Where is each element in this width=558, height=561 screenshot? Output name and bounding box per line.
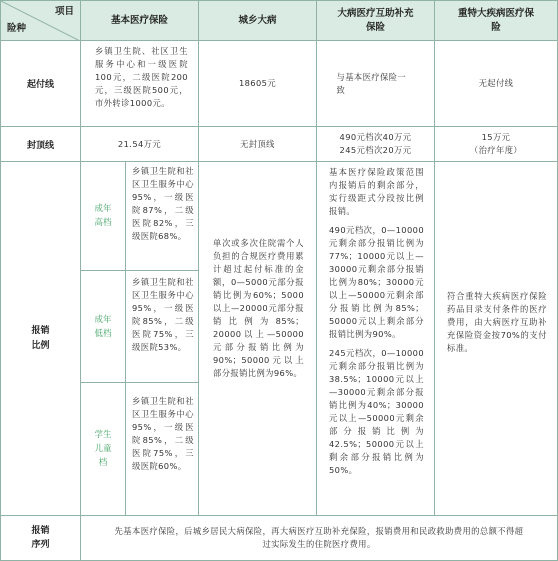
header-mutual-help: 大病医疗互助补充保险 bbox=[316, 0, 435, 41]
cap-urban-rural: 无封顶线 bbox=[198, 126, 317, 162]
ratio-urban-rural: 单次或多次住院需个人负担的合规医疗费用累计超过起付标准的金额，0—5000元部分报销比例为60%；5000以上—20000元部分报销比例为85%；20000以上—50000元部分报销比例为90%；50000元以上部分报销比例为96%。 bbox=[198, 161, 317, 516]
ratio-basic-student: 乡镇卫生院和社区卫生服务中心95%，一级医院85%，二级医院75%，三级医院60%。 bbox=[125, 382, 199, 516]
cap-major-disease: 15万元 （治疗年度） bbox=[434, 126, 558, 162]
ratio-sub-label-student: 学生 儿童 档 bbox=[80, 382, 126, 516]
row-label-order: 报销 序列 bbox=[0, 515, 81, 561]
header-corner-top: 项目 bbox=[54, 6, 74, 17]
ratio-basic-high: 乡镇卫生院和社区卫生服务中心95%，一级医院87%，二级医院82%，三级医院68%。 bbox=[125, 161, 199, 271]
row-label-deductible: 起付线 bbox=[0, 40, 81, 127]
cap-basic: 21.54万元 bbox=[80, 126, 199, 162]
cap-mutual-help: 490元档次40万元 245元档次20万元 bbox=[316, 126, 435, 162]
deductible-basic: 乡镇卫生院、社区卫生服务中心和一级医院100元，二级医院200元，三级医院500元，市外转诊1000元。 bbox=[80, 40, 199, 127]
ratio-sub-label-low: 成年 低档 bbox=[80, 270, 126, 383]
order-text: 先基本医疗保险，后城乡居民大病保险，再大病医疗互助补充保险，报销费用和民政救助费用的总额不得超过实际发生的住院医疗费用。 bbox=[80, 515, 558, 561]
deductible-major-disease: 无起付线 bbox=[434, 40, 558, 127]
header-corner-bottom: 险种 bbox=[7, 23, 27, 34]
ratio-sub-label-high: 成年 高档 bbox=[80, 161, 126, 271]
header-major-disease: 重特大疾病医疗保险 bbox=[434, 0, 558, 41]
ratio-mutual-help: 基本医疗保险政策范围内报销后的剩余部分，实行级距式分段按比例报销。 490元档次，0—10000元剩余部分报销比例为77%；10000元以上—30000元剩余部分报销比例为80%；30000元以上—50000元剩余部分报销比例为85%；50000元以上剩余部分报销比例为90%。 245元档次，0—10000元剩余部分报销比例为38.5%；10000元以上—30000元剩余部分报销比例为40%；30000元以上—50000元剩余部分报销比例为42.5%；50000元以上剩余部分报销比例为50%。 bbox=[316, 161, 435, 516]
deductible-urban-rural: 18605元 bbox=[198, 40, 317, 127]
header-urban-rural: 城乡大病 bbox=[198, 0, 317, 41]
row-label-ratio: 报销 比例 bbox=[0, 161, 81, 516]
ratio-basic-low: 乡镇卫生院和社区卫生服务中心95%，一级医院85%，二级医院75%，三级医院53%。 bbox=[125, 270, 199, 383]
ratio-major-disease: 符合重特大疾病医疗保险药品目录支付条件的医疗费用，由大病医疗互助补充保险资金按70%的支付标准。 bbox=[434, 161, 558, 516]
deductible-mutual-help: 与基本医疗保险一致 bbox=[316, 40, 435, 127]
header-basic: 基本医疗保险 bbox=[80, 0, 199, 41]
row-label-cap: 封顶线 bbox=[0, 126, 81, 162]
header-corner-cell bbox=[0, 0, 81, 41]
